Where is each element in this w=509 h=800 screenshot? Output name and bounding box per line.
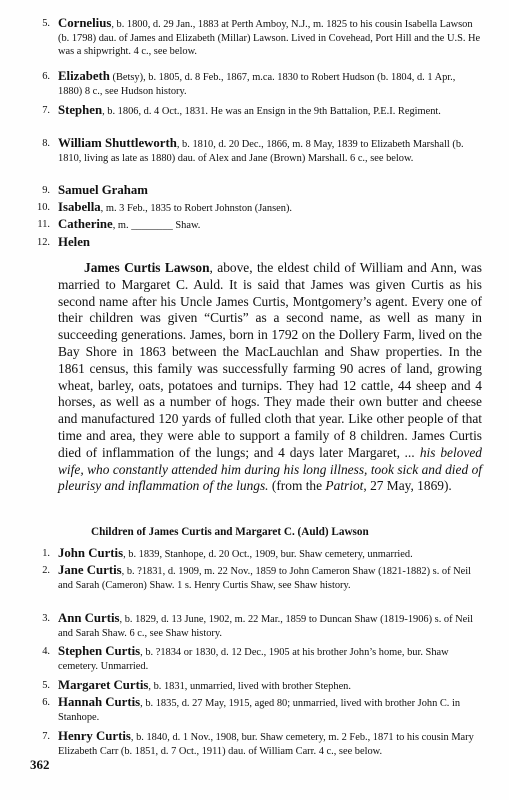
entry-name: Samuel Graham — [58, 183, 148, 197]
entry-name: Henry Curtis — [58, 729, 131, 743]
entry-number: 6. — [42, 697, 50, 708]
entry-name: Helen — [58, 235, 90, 249]
entry-text: , m. 3 Feb., 1835 to Robert Johnston (Jansen). — [100, 203, 293, 214]
entry-number: 4. — [42, 646, 50, 657]
entry-name: Margaret Curtis — [58, 678, 149, 692]
list-item — [30, 730, 482, 758]
entry-text: , m. ________ Shaw. — [112, 220, 201, 231]
list-item — [30, 236, 482, 251]
entry-name: John Curtis — [58, 546, 124, 560]
entry-number: 1. — [42, 548, 50, 559]
entry-number: 2. — [42, 565, 50, 576]
list-item — [30, 184, 482, 199]
entry-name: Cornelius — [58, 16, 112, 30]
entry-text: , b. 1829, d. 13 June, 1902, m. 22 Mar., 1859 to Duncan Shaw (1819-1906) s. of Neil and Sarah Shaw. 6 c., see Shaw history. — [58, 614, 474, 639]
source-title: Patriot — [325, 478, 364, 494]
entry-name: Jane Curtis — [58, 563, 122, 577]
entry-name: Ann Curtis — [58, 611, 120, 625]
entry-text: , b. 1839, Stanhope, d. 20 Oct., 1909, bur. Shaw cemetery, unmarried. — [123, 549, 413, 560]
entry-number: 5. — [42, 680, 50, 691]
entry-number: 11. — [37, 219, 50, 230]
entry-number: 7. — [42, 105, 50, 116]
list-item — [30, 679, 482, 694]
section-heading: Children of James Curtis and Margaret C. (Auld) Lawson — [91, 526, 369, 538]
entry-number: 6. — [42, 71, 50, 82]
entry-text: (Betsy), b. 1805, d. 8 Feb., 1867, m.ca. 1830 to Robert Hudson (b. 1804, d. 1 Apr., 1880) 8 c., see Hudson history. — [58, 72, 456, 97]
paragraph-text: , above, the eldest child of William and Ann, was married to Margaret C. Auld. It is said that James was given Curtis as his second name after his Uncle James Curtis, Montgomery’s agent. Every one of their children was given “Curtis” as a second name, as well as many in succeeding generations. James, born in 1792 on the Dollery Farm, lived on the Bay Shore in 1863 between the MacLauchlan and Shaw properties. In the 1861 census, this family was successfully farming 90 acres of land, growing wheat, barley, oats, potatoes and turnips. They had 12 cattle, 44 sheep and 4 horses, as well as a number of hogs. They made their own butter and cheese and manufactured 120 yards of fulled cloth that year. Like other people of that time and area, they were able to support a family of 8 children. James Curtis died of inflammation of the lungs; and 4 days later Margaret, — [58, 260, 482, 460]
entry-name: Isabella — [58, 200, 101, 214]
quoted-obituary: ... his beloved wife, who constantly attended him during his long illness, took sick and died of pleurisy and inflammation of the lungs. — [58, 444, 482, 494]
list-item — [30, 137, 482, 165]
entry-number: 9. — [42, 185, 50, 196]
list-item — [30, 645, 482, 673]
list-item — [30, 17, 482, 59]
list-item — [30, 547, 482, 562]
list-item — [30, 564, 482, 592]
entry-text: , b. ?1834 or 1830, d. 12 Dec., 1905 at his brother John’s home, bur. Shaw cemetery. Unmarried. — [58, 647, 449, 672]
entry-text: , b. 1806, d. 4 Oct., 1831. He was an Ensign in the 9th Battalion, P.E.I. Regiment. — [102, 106, 441, 117]
entry-text: , b. 1831, unmarried, lived with brother Stephen. — [148, 681, 351, 692]
entry-number: 7. — [42, 731, 50, 742]
entry-name: Catherine — [58, 217, 113, 231]
entry-text: , b. 1835, d. 27 May, 1915, aged 80; unmarried, lived with brother John C. in Stanhope. — [58, 698, 461, 723]
entry-text: , b. ?1831, d. 1909, m. 22 Nov., 1859 to John Cameron Shaw (1821-1882) s. of Neil and Sarah (Cameron) Shaw. 1 s. Henry Curtis Shaw, see Shaw history. — [58, 566, 472, 591]
source-prefix: (from the — [268, 478, 326, 494]
list-item — [30, 104, 482, 119]
list-item — [30, 612, 482, 640]
entry-number: 3. — [42, 613, 50, 624]
entry-name: Elizabeth — [58, 69, 110, 83]
entry-number: 12. — [37, 237, 50, 248]
source-suffix: , 27 May, 1869). — [363, 478, 452, 494]
entry-name: Hannah Curtis — [58, 695, 141, 709]
list-item — [30, 201, 482, 216]
body-paragraph — [58, 260, 482, 495]
list-item — [30, 696, 482, 724]
entry-text: , b. 1840, d. 1 Nov., 1908, bur. Shaw cemetery, m. 2 Feb., 1871 to his cousin Mary Elizabeth Carr (b. 1851, d. 7 Oct., 1911) dau. of William Carr. 4 c., see below. — [58, 732, 474, 757]
list-item — [30, 218, 482, 233]
entry-number: 8. — [42, 138, 50, 149]
page-number: 362 — [30, 757, 50, 772]
entry-text: , b. 1800, d. 29 Jan., 1883 at Perth Amboy, N.J., m. 1825 to his cousin Isabella Lawson (b. 1798) dau. of James and Elizabeth (Millar) Lawson. Lived in Covehead, Port Hill and the U.S. He was a shipwright. 4 c., see below. — [58, 19, 481, 58]
entry-number: 10. — [37, 202, 50, 213]
lead-name: James Curtis Lawson — [84, 260, 210, 275]
entry-name: Stephen Curtis — [58, 644, 141, 658]
entry-number: 5. — [42, 18, 50, 29]
entry-text: , b. 1810, d. 20 Dec., 1866, m. 8 May, 1839 to Elizabeth Marshall (b. 1810, living as late as 1880) dau. of Alex and Jane (Brown) Marshall. 6 c., see below. — [58, 139, 464, 164]
entry-name: Stephen — [58, 103, 103, 117]
list-item — [30, 70, 482, 98]
entry-name: William Shuttleworth — [58, 136, 177, 150]
